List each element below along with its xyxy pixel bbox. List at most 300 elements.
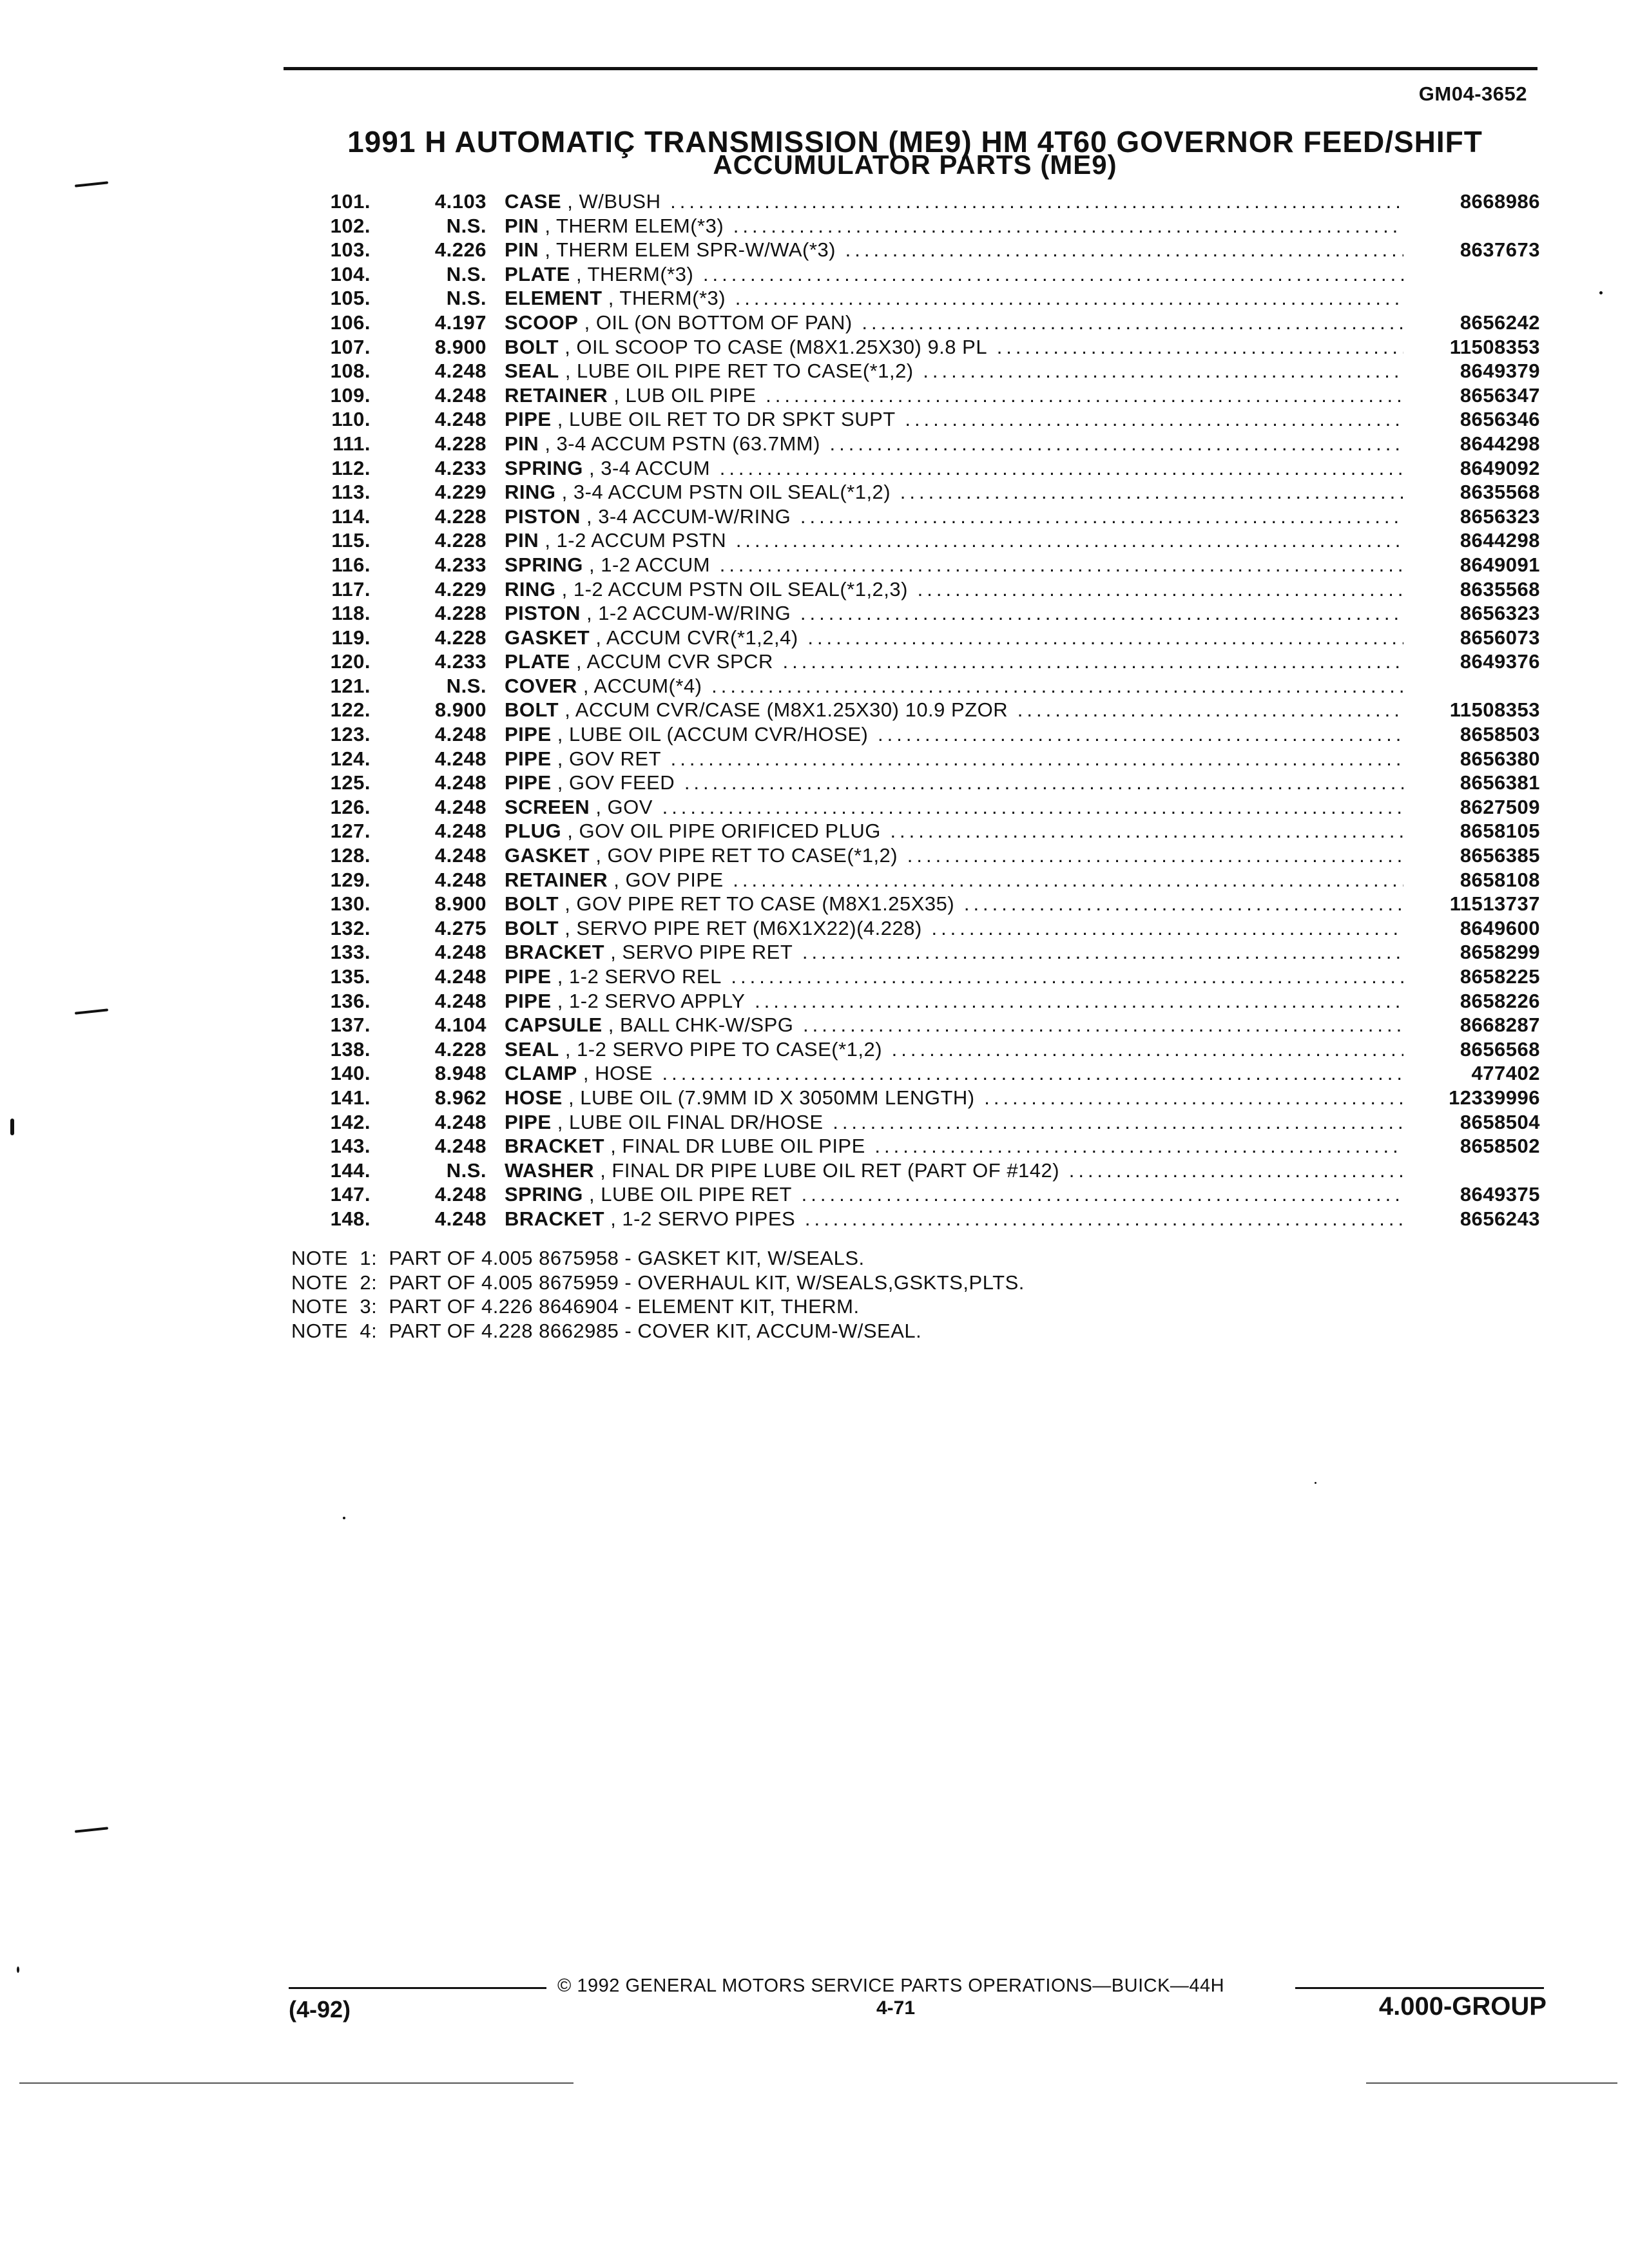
parts-row	[0, 795, 1629, 820]
item-name: PIPE	[505, 408, 552, 431]
parts-row	[0, 456, 1629, 481]
bottom-scan-line-right	[1366, 2082, 1617, 2084]
item-detail: , LUBE OIL PIPE RET	[588, 1183, 792, 1206]
item-detail: , 1-2 ACCUM PSTN OIL SEAL(*1,2,3)	[561, 577, 908, 601]
item-number: 127.	[330, 820, 371, 843]
parts-row	[0, 407, 1629, 432]
part-number: 8649092	[1460, 456, 1540, 479]
footer-copyright: © 1992 GENERAL MOTORS SERVICE PARTS OPERATIONS—BUICK—44H	[557, 1975, 1225, 1996]
item-name: WASHER	[505, 1158, 595, 1182]
item-number: 102.	[330, 214, 371, 237]
footer-rule-right	[1295, 1987, 1544, 1989]
item-detail: , 3-4 ACCUM PSTN OIL SEAL(*1,2)	[561, 481, 891, 504]
parts-row	[0, 189, 1629, 214]
item-number: 111.	[333, 432, 371, 455]
item-detail: , GOV RET	[557, 747, 662, 770]
part-number: 8668986	[1460, 190, 1540, 213]
item-name: PISTON	[505, 505, 581, 528]
item-name: SCOOP	[505, 311, 579, 334]
part-number: 8627509	[1460, 795, 1540, 818]
item-description	[505, 626, 1403, 650]
group-number: 4.248	[434, 820, 487, 843]
part-number: 8656380	[1460, 747, 1540, 770]
group-number: 4.248	[434, 1110, 487, 1133]
item-number: 125.	[330, 771, 371, 794]
item-description	[505, 747, 1403, 771]
part-number: 8644298	[1460, 529, 1540, 552]
group-number: 4.248	[434, 771, 487, 794]
part-number: 8637673	[1460, 238, 1540, 262]
item-description	[505, 311, 1403, 335]
item-description	[505, 335, 1403, 360]
item-name: RETAINER	[505, 383, 608, 407]
footer-date: (4-92)	[289, 1996, 351, 2023]
parts-row	[0, 311, 1629, 335]
item-name: SPRING	[505, 1183, 583, 1206]
item-name: PIPE	[505, 965, 552, 988]
parts-row	[0, 383, 1629, 408]
item-detail: , GOV FEED	[557, 771, 675, 794]
group-number: 4.248	[434, 989, 487, 1012]
group-number: 4.228	[434, 529, 487, 552]
group-number: 4.248	[434, 747, 487, 770]
group-number: 4.233	[434, 456, 487, 479]
parts-row	[0, 722, 1629, 747]
part-number: 11508353	[1449, 335, 1540, 358]
item-detail: , OIL (ON BOTTOM OF PAN)	[584, 311, 853, 334]
part-number: 8656347	[1460, 383, 1540, 407]
group-number: 4.248	[434, 1207, 487, 1230]
item-number: 130.	[330, 892, 371, 916]
parts-row	[0, 626, 1629, 650]
parts-row	[0, 1134, 1629, 1158]
item-detail: , LUBE OIL RET TO DR SPKT SUPT	[557, 408, 896, 431]
group-number: 4.228	[434, 432, 487, 455]
item-detail: , THERM ELEM(*3)	[545, 214, 724, 237]
part-number: 8649600	[1460, 916, 1540, 939]
item-description	[505, 698, 1403, 722]
item-description	[505, 432, 1403, 456]
item-number: 115.	[331, 529, 371, 552]
parts-row	[0, 432, 1629, 456]
item-name: PIPE	[505, 989, 552, 1012]
item-description	[505, 916, 1403, 941]
item-description	[505, 1158, 1403, 1183]
item-description	[505, 1013, 1403, 1037]
item-description	[505, 189, 1403, 214]
item-detail: , THERM(*3)	[575, 262, 694, 285]
parts-row	[0, 1182, 1629, 1207]
part-number: 12339996	[1449, 1086, 1540, 1109]
item-detail: , 1-2 SERVO PIPES	[610, 1207, 796, 1230]
item-number: 132.	[330, 916, 371, 939]
item-detail: , GOV PIPE RET TO CASE(*1,2)	[595, 844, 898, 867]
item-number: 147.	[330, 1183, 371, 1206]
item-detail: , BALL CHK-W/SPG	[608, 1014, 794, 1037]
item-name: BRACKET	[505, 941, 605, 964]
item-number: 143.	[330, 1135, 371, 1158]
part-number: 8644298	[1460, 432, 1540, 455]
item-number: 106.	[330, 311, 371, 334]
part-number: 8656323	[1460, 602, 1540, 625]
item-detail: , HOSE	[583, 1062, 653, 1085]
item-detail: , GOV	[595, 795, 653, 818]
item-number: 140.	[330, 1062, 371, 1085]
item-name: COVER	[505, 674, 577, 697]
item-name: HOSE	[505, 1086, 563, 1109]
item-description	[505, 262, 1403, 287]
item-description	[505, 407, 1403, 432]
item-number: 119.	[331, 626, 371, 649]
item-name: PIPE	[505, 771, 552, 794]
parts-row	[0, 916, 1629, 941]
parts-row	[0, 286, 1629, 311]
item-name: GASKET	[505, 844, 590, 867]
parts-row	[0, 1013, 1629, 1037]
item-name: PIN	[505, 238, 539, 262]
item-detail: , OIL SCOOP TO CASE (M8X1.25X30) 9.8 PL	[564, 335, 988, 358]
note-line: NOTE 1: PART OF 4.005 8675958 - GASKET KIT, W/SEALS.	[291, 1247, 865, 1269]
part-number: 8658299	[1460, 941, 1540, 964]
item-detail: , 1-2 ACCUM-W/RING	[586, 602, 791, 625]
parts-row	[0, 649, 1629, 674]
parts-list	[0, 189, 1629, 1231]
item-description	[505, 359, 1403, 383]
group-number: 4.228	[434, 505, 487, 528]
item-detail: , 1-2 ACCUM PSTN	[545, 529, 727, 552]
item-name: GASKET	[505, 626, 590, 649]
item-number: 110.	[331, 408, 371, 431]
part-number: 8656385	[1460, 844, 1540, 867]
parts-row	[0, 359, 1629, 383]
item-name: CAPSULE	[505, 1014, 602, 1037]
part-number: 11513737	[1449, 892, 1540, 916]
item-number: 148.	[330, 1207, 371, 1230]
group-number: 8.900	[434, 698, 487, 722]
item-detail: , LUBE OIL FINAL DR/HOSE	[557, 1110, 824, 1133]
item-name: CLAMP	[505, 1062, 577, 1085]
item-name: PIN	[505, 529, 539, 552]
item-description	[505, 601, 1403, 626]
item-name: BOLT	[505, 698, 559, 722]
item-number: 133.	[330, 941, 371, 964]
item-number: 126.	[330, 795, 371, 818]
item-name: RETAINER	[505, 868, 608, 891]
item-number: 114.	[331, 505, 371, 528]
parts-row	[0, 577, 1629, 602]
item-detail: , ACCUM CVR/CASE (M8X1.25X30) 10.9 PZOR	[564, 698, 1008, 722]
item-detail: , 1-2 ACCUM	[588, 553, 711, 576]
part-number: 8649091	[1460, 553, 1540, 576]
part-number: 8668287	[1460, 1014, 1540, 1037]
group-number: 4.228	[434, 1037, 487, 1061]
item-number: 113.	[331, 481, 371, 504]
item-name: BRACKET	[505, 1135, 605, 1158]
part-number: 8649376	[1460, 650, 1540, 673]
item-name: PISTON	[505, 602, 581, 625]
item-detail: , ACCUM CVR(*1,2,4)	[595, 626, 798, 649]
notes-section	[291, 1246, 1025, 1343]
item-description	[505, 674, 1403, 698]
item-description	[505, 868, 1403, 892]
part-number: 8649375	[1460, 1183, 1540, 1206]
footer-group: 4.000-GROUP	[1378, 1992, 1547, 2021]
item-number: 136.	[330, 989, 371, 1012]
margin-mark	[75, 1827, 108, 1832]
item-number: 105.	[330, 287, 371, 310]
parts-row	[0, 965, 1629, 989]
parts-row	[0, 335, 1629, 360]
item-name: BOLT	[505, 335, 559, 358]
item-detail: , SERVO PIPE RET (M6X1X22)(4.228)	[564, 916, 922, 939]
item-number: 108.	[330, 360, 371, 383]
part-number: 8649379	[1460, 360, 1540, 383]
item-description	[505, 819, 1403, 843]
group-number: 4.228	[434, 602, 487, 625]
item-number: 144.	[330, 1158, 371, 1182]
group-number: 8.900	[434, 335, 487, 358]
item-name: PIPE	[505, 723, 552, 746]
item-detail: , FINAL DR LUBE OIL PIPE	[610, 1135, 865, 1158]
parts-row	[0, 940, 1629, 965]
item-detail: , 3-4 ACCUM	[588, 456, 711, 479]
parts-row	[0, 553, 1629, 577]
part-number: 8658503	[1460, 723, 1540, 746]
item-description	[505, 892, 1403, 916]
parts-row	[0, 528, 1629, 553]
page-number: 4-71	[876, 1997, 916, 2019]
group-number: 8.948	[434, 1062, 487, 1085]
item-name: BOLT	[505, 916, 559, 939]
bottom-scan-line-left	[19, 2082, 574, 2084]
item-description	[505, 771, 1403, 795]
parts-row	[0, 843, 1629, 868]
item-name: ELEMENT	[505, 287, 602, 310]
footer-rule-left	[289, 1987, 546, 1989]
item-detail: , THERM ELEM SPR-W/WA(*3)	[545, 238, 836, 262]
group-number: 4.226	[434, 238, 487, 262]
scan-speck	[1315, 1482, 1316, 1484]
item-number: 124.	[330, 747, 371, 770]
item-number: 142.	[330, 1110, 371, 1133]
item-description	[505, 456, 1403, 481]
item-detail: , LUB OIL PIPE	[613, 383, 757, 407]
group-number: 4.248	[434, 1135, 487, 1158]
note-line: NOTE 2: PART OF 4.005 8675959 - OVERHAUL KIT, W/SEALS,GSKTS,PLTS.	[291, 1271, 1025, 1294]
item-detail: , ACCUM CVR SPCR	[575, 650, 773, 673]
item-number: 121.	[330, 674, 371, 697]
group-number: 4.248	[434, 795, 487, 818]
group-number: 4.228	[434, 626, 487, 649]
item-number: 118.	[331, 602, 371, 625]
parts-row	[0, 892, 1629, 916]
part-number: 8658225	[1460, 965, 1540, 988]
parts-row	[0, 262, 1629, 287]
item-description	[505, 965, 1403, 989]
item-detail: , ACCUM(*4)	[583, 674, 702, 697]
item-detail: , LUBE OIL (7.9MM ID X 3050MM LENGTH)	[568, 1086, 975, 1109]
part-number: 8658502	[1460, 1135, 1540, 1158]
part-number: 8635568	[1460, 577, 1540, 601]
scan-speck	[343, 1517, 345, 1519]
top-rule	[284, 67, 1537, 70]
group-number: 4.229	[434, 481, 487, 504]
item-number: 116.	[331, 553, 371, 576]
item-name: PLATE	[505, 650, 570, 673]
item-name: SPRING	[505, 553, 583, 576]
item-number: 109.	[330, 383, 371, 407]
item-number: 129.	[330, 868, 371, 891]
group-number: 4.233	[434, 650, 487, 673]
parts-row	[0, 505, 1629, 529]
part-number: 8658504	[1460, 1110, 1540, 1133]
item-number: 122.	[330, 698, 371, 722]
item-number: 137.	[330, 1014, 371, 1037]
item-name: SCREEN	[505, 795, 590, 818]
group-number: N.S.	[446, 674, 487, 697]
page-title: 1991 H AUTOMATIÇ TRANSMISSION (ME9) HM 4T60 GOVERNOR FEED/SHIFT	[347, 125, 1483, 159]
item-description	[505, 214, 1403, 238]
parts-row	[0, 674, 1629, 698]
part-number: 8656381	[1460, 771, 1540, 794]
item-name: SEAL	[505, 360, 559, 383]
item-description	[505, 1061, 1403, 1086]
parts-row	[0, 1086, 1629, 1110]
note-line: NOTE 3: PART OF 4.226 8646904 - ELEMENT KIT, THERM.	[291, 1295, 860, 1318]
part-number: 8656323	[1460, 505, 1540, 528]
group-number: N.S.	[446, 262, 487, 285]
group-number: 4.233	[434, 553, 487, 576]
item-name: PLATE	[505, 262, 570, 285]
item-name: PIN	[505, 432, 539, 455]
part-number: 8658108	[1460, 868, 1540, 891]
item-number: 123.	[330, 723, 371, 746]
group-number: 8.962	[434, 1086, 487, 1109]
item-description	[505, 1037, 1403, 1062]
item-name: CASE	[505, 190, 562, 213]
parts-row	[0, 1110, 1629, 1135]
parts-row	[0, 238, 1629, 262]
item-name: PLUG	[505, 820, 562, 843]
item-number: 138.	[330, 1037, 371, 1061]
parts-row	[0, 1037, 1629, 1062]
item-description	[505, 383, 1403, 408]
parts-row	[0, 1061, 1629, 1086]
group-number: 4.248	[434, 360, 487, 383]
parts-row	[0, 1158, 1629, 1183]
parts-row	[0, 989, 1629, 1014]
group-number: 8.900	[434, 892, 487, 916]
group-number: 4.275	[434, 916, 487, 939]
item-description	[505, 649, 1403, 674]
item-name: BOLT	[505, 892, 559, 916]
group-number: 4.104	[434, 1014, 487, 1037]
item-name: PIPE	[505, 1110, 552, 1133]
item-description	[505, 577, 1403, 602]
item-description	[505, 940, 1403, 965]
parts-row	[0, 771, 1629, 795]
item-number: 104.	[330, 262, 371, 285]
part-number: 8656243	[1460, 1207, 1540, 1230]
group-number: 4.248	[434, 383, 487, 407]
part-number: 8658226	[1460, 989, 1540, 1012]
item-description	[505, 480, 1403, 505]
part-number: 8656568	[1460, 1037, 1540, 1061]
part-number: 8656242	[1460, 311, 1540, 334]
item-detail: , 1-2 SERVO APPLY	[557, 989, 746, 1012]
item-number: 120.	[330, 650, 371, 673]
item-description	[505, 286, 1403, 311]
parts-row	[0, 747, 1629, 771]
item-number: 107.	[330, 335, 371, 358]
group-number: N.S.	[446, 1158, 487, 1182]
note-line: NOTE 4: PART OF 4.228 8662985 - COVER KIT, ACCUM-W/SEAL.	[291, 1319, 922, 1342]
item-name: BRACKET	[505, 1207, 605, 1230]
scan-speck	[17, 1966, 19, 1973]
parts-row	[0, 698, 1629, 722]
item-description	[505, 528, 1403, 553]
parts-row	[0, 480, 1629, 505]
item-detail: , LUBE OIL PIPE RET TO CASE(*1,2)	[564, 360, 914, 383]
item-description	[505, 1207, 1403, 1231]
item-name: PIPE	[505, 747, 552, 770]
item-detail: , W/BUSH	[567, 190, 661, 213]
group-number: N.S.	[446, 287, 487, 310]
part-number: 8635568	[1460, 481, 1540, 504]
item-detail: , 1-2 SERVO REL	[557, 965, 722, 988]
group-number: N.S.	[446, 214, 487, 237]
item-number: 103.	[330, 238, 371, 262]
parts-row	[0, 1207, 1629, 1231]
item-detail: , LUBE OIL (ACCUM CVR/HOSE)	[557, 723, 869, 746]
item-number: 128.	[330, 844, 371, 867]
group-number: 4.248	[434, 408, 487, 431]
item-detail: , SERVO PIPE RET	[610, 941, 793, 964]
item-name: SPRING	[505, 456, 583, 479]
item-number: 135.	[330, 965, 371, 988]
item-name: PIN	[505, 214, 539, 237]
item-detail: , THERM(*3)	[608, 287, 726, 310]
item-description	[505, 505, 1403, 529]
item-description	[505, 1086, 1403, 1110]
item-name: SEAL	[505, 1037, 559, 1061]
margin-mark	[75, 181, 108, 187]
part-number: 8656346	[1460, 408, 1540, 431]
page-subtitle: ACCUMULATOR PARTS (ME9)	[713, 149, 1117, 180]
parts-row	[0, 819, 1629, 843]
parts-row	[0, 601, 1629, 626]
item-detail: , FINAL DR PIPE LUBE OIL RET (PART OF #142)	[600, 1158, 1060, 1182]
item-name: RING	[505, 577, 556, 601]
group-number: 4.229	[434, 577, 487, 601]
item-detail: , 3-4 ACCUM PSTN (63.7MM)	[545, 432, 820, 455]
item-description	[505, 553, 1403, 577]
parts-row	[0, 868, 1629, 892]
item-description	[505, 238, 1403, 262]
group-number: 4.197	[434, 311, 487, 334]
group-number: 4.248	[434, 965, 487, 988]
group-number: 4.103	[434, 190, 487, 213]
item-detail: , GOV PIPE RET TO CASE (M8X1.25X35)	[564, 892, 955, 916]
scan-speck	[1599, 291, 1603, 294]
item-description	[505, 1110, 1403, 1135]
item-description	[505, 1134, 1403, 1158]
part-number: 11508353	[1449, 698, 1540, 722]
group-number: 4.248	[434, 868, 487, 891]
item-detail: , GOV OIL PIPE ORIFICED PLUG	[567, 820, 881, 843]
part-number: 8658105	[1460, 820, 1540, 843]
item-description	[505, 795, 1403, 820]
